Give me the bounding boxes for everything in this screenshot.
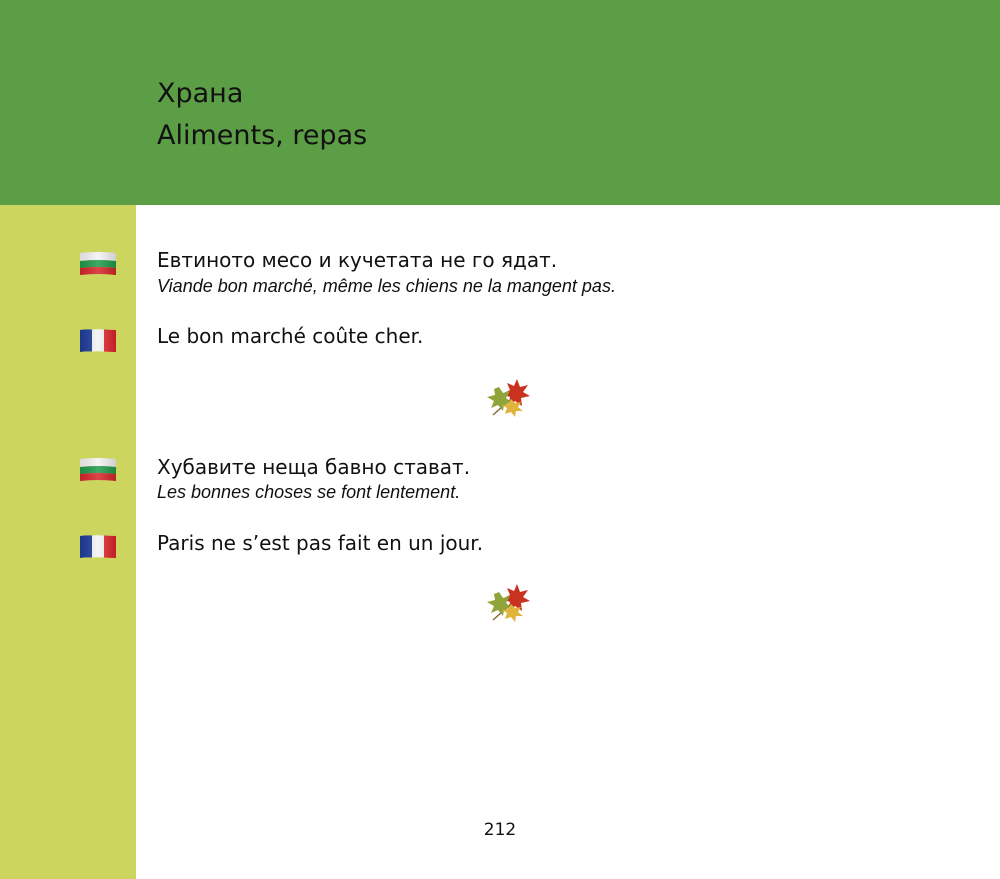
chapter-title-french: Aliments, repas [157, 120, 368, 151]
french-flag-icon [79, 328, 117, 353]
french-flag-icon [79, 534, 117, 559]
proverb-bulgarian-translation: Les bonnes choses se font lentement. [157, 482, 461, 502]
proverb-french-text: Le bon marché coûte cher. [157, 324, 424, 348]
proverb-bulgarian-text: Хубавите неща бавно стават. [157, 455, 471, 479]
proverb-bulgarian-translation: Viande bon marché, même les chiens ne la mangent pas. [157, 276, 616, 296]
chapter-title-bulgarian: Храна [157, 78, 244, 109]
proverb-french-text: Paris ne s’est pas fait en un jour. [157, 531, 484, 555]
proverb-bulgarian-text: Евтиното месо и кучетата не го ядат. [157, 248, 558, 272]
bulgarian-flag-icon [79, 457, 117, 482]
autumn-leaves-icon [485, 582, 531, 626]
page-number: 212 [483, 820, 517, 840]
bulgarian-flag-icon [79, 251, 117, 276]
autumn-leaves-icon [485, 377, 531, 421]
chapter-header [0, 0, 1000, 205]
